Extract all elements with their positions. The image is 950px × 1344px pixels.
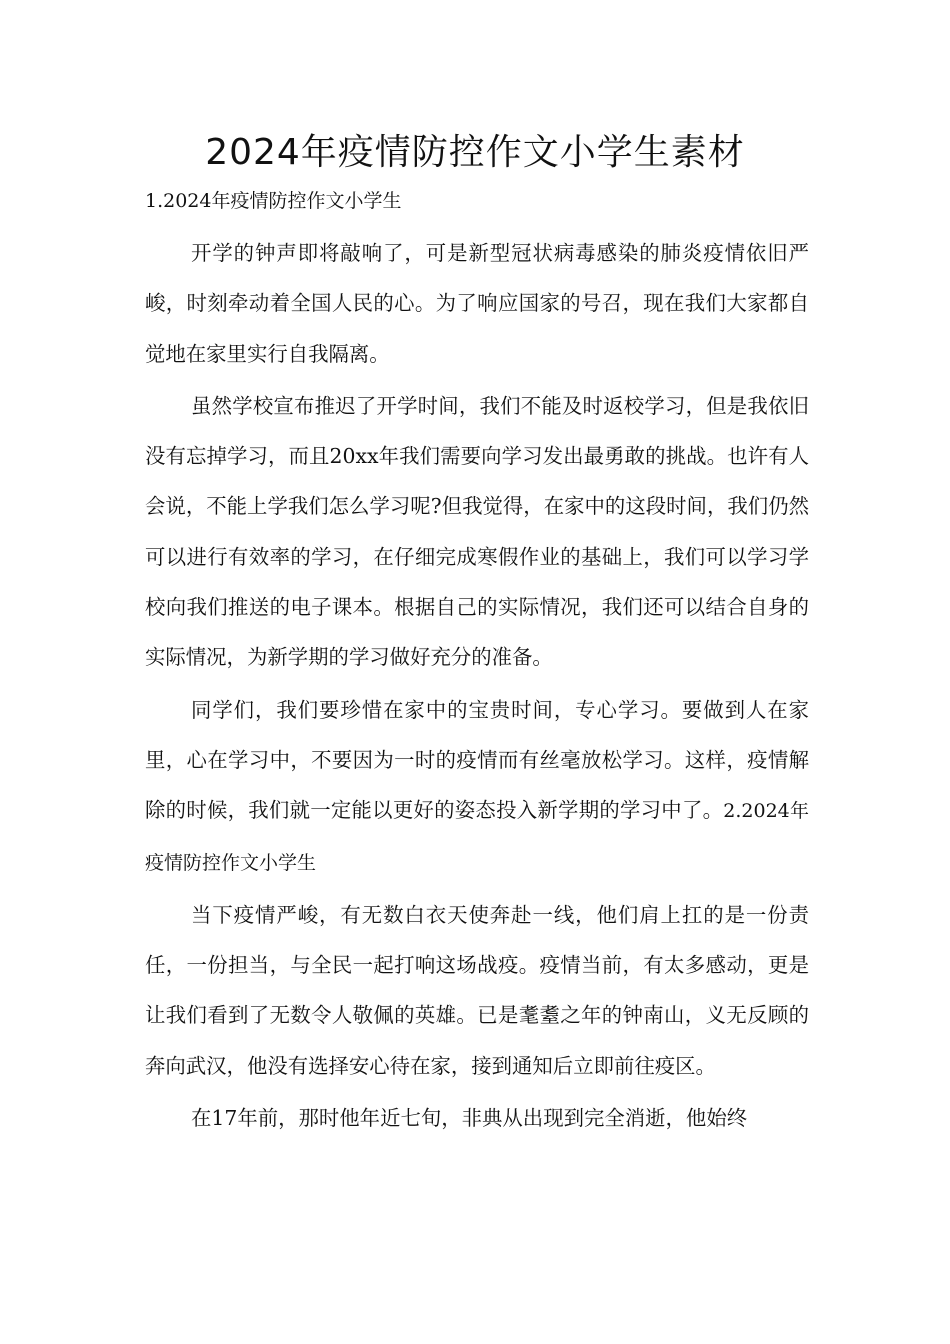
paragraph: 虽然学校宣布推迟了开学时间，我们不能及时返校学习，但是我依旧没有忘掉学习，而且20xx年我们需要向学习发出最勇敢的挑战。也许有人会说，不能上学我们怎么学习呢?但我觉得，在家中的这段时间，我们仍然可以进行有效率的学习，在仔细完成寒假作业的基础上，我们可以学习学校向我们推送的电子课本。根据自己的实际情况，我们还可以结合自身的实际情况，为新学期的学习做好充分的准备。: [145, 393, 809, 670]
body-text: [145, 228, 809, 1145]
paragraph: [145, 685, 809, 888]
paragraph-text: 同学们，我们要珍惜在家中的宝贵时间，专心学习。要做到人在家里，心在学习中，不要因为一时的疫情而有丝毫放松学习。这样，疫情解除的时候，我们就一定能以更好的姿态投入新学期的学习中了。: [145, 697, 809, 823]
document-title: 2024年疫情防控作文小学生素材: [205, 132, 745, 173]
paragraph: 当下疫情严峻，有无数白衣天使奔赴一线，他们肩上扛的是一份责任，一份担当，与全民一起打响这场战疫。疫情当前，有太多感动，更是让我们看到了无数令人敬佩的英雄。已是耄耋之年的钟南山，义无反顾的奔向武汉，他没有选择安心待在家，接到通知后立即前往疫区。: [145, 902, 809, 1078]
section-heading-2: 2.2024年疫情防控作文小学生: [145, 800, 810, 874]
paragraph: 开学的钟声即将敲响了，可是新型冠状病毒感染的肺炎疫情依旧严峻，时刻牵动着全国人民的心。为了响应国家的号召，现在我们大家都自觉地在家里实行自我隔离。: [145, 241, 809, 366]
paragraph: 在17年前，那时他年近七旬，非典从出现到完全消逝，他始终: [191, 1106, 748, 1131]
section-heading-1: 1.2024年疫情防控作文小学生: [145, 190, 402, 212]
